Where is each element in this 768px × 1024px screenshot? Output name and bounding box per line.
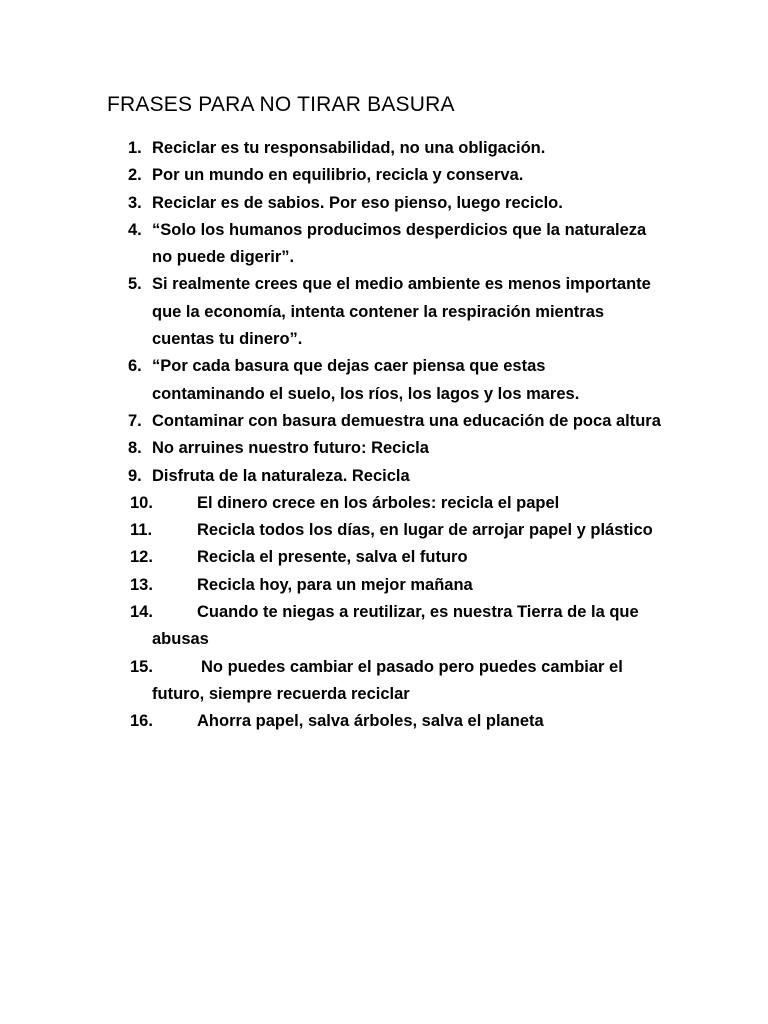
list-item xyxy=(0,490,768,517)
list-item xyxy=(0,708,768,735)
list-item-text: Contaminar con basura demuestra una educación de poca altura xyxy=(152,411,661,430)
list-item xyxy=(0,162,768,189)
list-item xyxy=(0,217,768,272)
list-item-number: 11. xyxy=(130,521,153,540)
list-item-text: Cuando te niegas a reutilizar, es nuestra Tierra de la que abusas xyxy=(152,603,639,649)
list-item-number: 8. xyxy=(128,439,142,458)
list-item-number: 9. xyxy=(128,466,142,485)
list-item-text: “Por cada basura que dejas caer piensa que estas contaminando el suelo, los ríos, los lagos y los mares. xyxy=(152,357,580,403)
list-item-text: El dinero crece en los árboles: recicla el papel xyxy=(197,493,560,512)
list-item-text: “Solo los humanos producimos desperdicios que la naturaleza no puede digerir”. xyxy=(152,220,647,267)
phrases-list xyxy=(0,135,768,736)
list-item-number: 4. xyxy=(128,220,142,239)
list-item xyxy=(0,463,768,490)
list-item-text: No arruines nuestro futuro: Recicla xyxy=(152,439,429,458)
list-item-number: 13. xyxy=(130,575,153,594)
document-title: FRASES PARA NO TIRAR BASURA xyxy=(107,93,455,116)
list-item-number: 14. xyxy=(130,603,153,622)
list-item xyxy=(0,517,768,544)
list-item-number: 3. xyxy=(128,193,142,212)
list-item-text: Por un mundo en equilibrio, recicla y conserva. xyxy=(152,166,524,185)
list-item xyxy=(0,572,768,599)
list-item xyxy=(0,190,768,217)
list-item-text: Reciclar es tu responsabilidad, no una obligación. xyxy=(152,139,546,157)
list-item-text: Si realmente crees que el medio ambiente es menos importante que la economía, intenta contener la respiración mientras cuentas tu dinero”. xyxy=(152,275,651,349)
list-item-number: 10. xyxy=(130,493,153,512)
list-item-text: Recicla todos los días, en lugar de arrojar papel y plástico xyxy=(197,521,653,540)
list-item-number: 5. xyxy=(128,275,142,294)
list-item-number: 7. xyxy=(128,411,142,430)
list-item-text: Reciclar es de sabios. Por eso pienso, luego reciclo. xyxy=(152,193,563,212)
list-item xyxy=(0,353,768,408)
list-item-number: 15. xyxy=(130,657,153,676)
list-item-text: Ahorra papel, salva árboles, salva el planeta xyxy=(197,712,544,731)
list-item-text: Recicla el presente, salva el futuro xyxy=(197,548,468,567)
list-item xyxy=(0,408,768,435)
list-item-number: 16. xyxy=(130,712,153,731)
list-item-text: Disfruta de la naturaleza. Recicla xyxy=(152,466,410,485)
list-item xyxy=(0,135,768,162)
list-item xyxy=(0,544,768,571)
list-item-text: No puedes cambiar el pasado pero puedes cambiar el futuro, siempre recuerda reciclar xyxy=(152,657,623,703)
list-item-number: 12. xyxy=(130,548,153,567)
list-item-number: 2. xyxy=(128,166,142,185)
list-item xyxy=(0,271,768,353)
list-item xyxy=(0,654,768,709)
list-item-number: 1. xyxy=(128,139,142,157)
list-item xyxy=(0,435,768,462)
list-item xyxy=(0,599,768,654)
list-item-number: 6. xyxy=(128,357,142,376)
list-item-text: Recicla hoy, para un mejor mañana xyxy=(197,575,473,594)
